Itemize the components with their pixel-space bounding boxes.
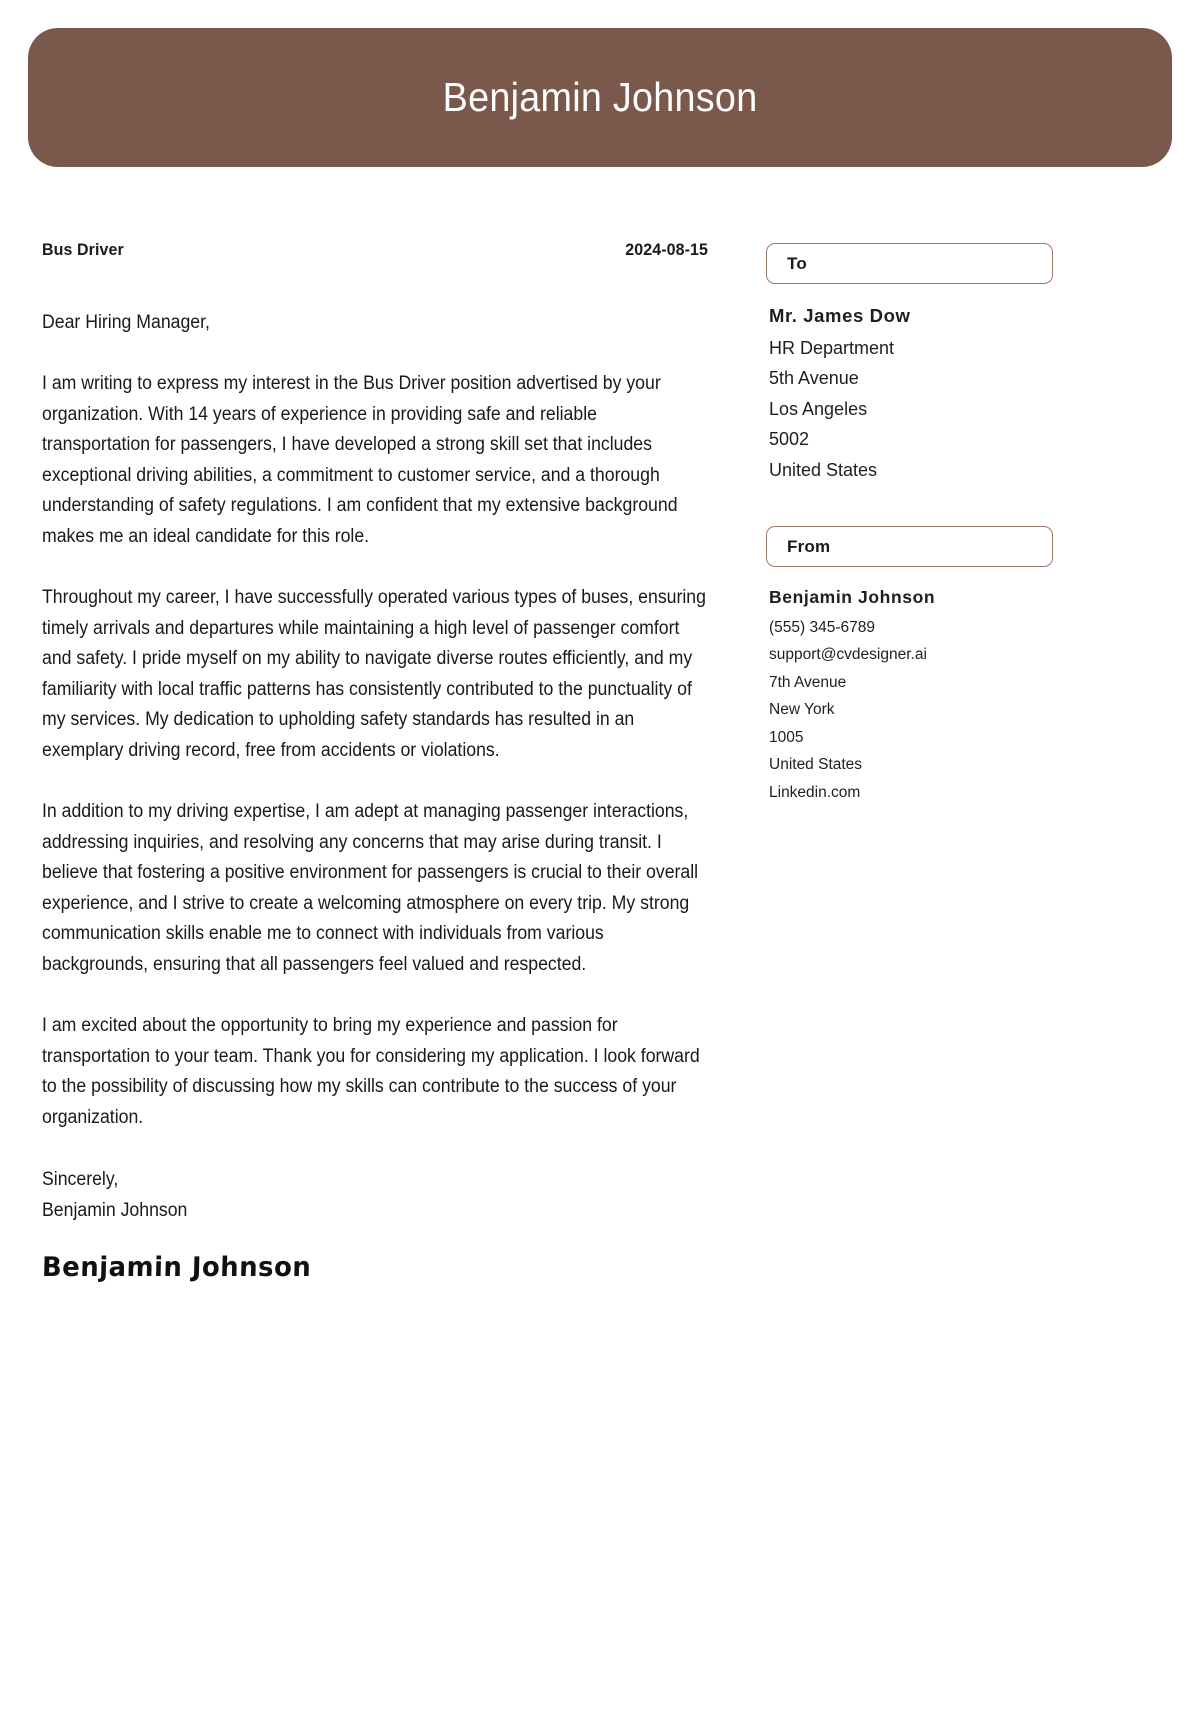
from-phone: (555) 345-6789 — [769, 618, 875, 636]
from-website: Linkedin.com — [769, 783, 861, 801]
from-email: support@cvdesigner.ai — [769, 646, 927, 663]
letter-paragraph: I am writing to express my interest in the Bus Driver position advertised by your organization. With 14 years of experience in providing safe and reliable transportation for passengers, I have developed a strong skill set that includes exceptional driving abilities, a commitment to customer service, and a thorough understanding of safety regulations. I am confident that my extensive background makes me an ideal candidate for this role. — [42, 373, 678, 547]
job-title: Bus Driver — [42, 240, 124, 259]
to-recipient-name: Mr. James Dow — [769, 305, 911, 326]
to-box-label: To — [787, 253, 807, 273]
from-address-line: United States — [769, 756, 863, 773]
letter-paragraph: In addition to my driving expertise, I am adept at managing passenger interactions, addressing inquiries, and resolving any concerns that may arise during transit. I believe that fostering a positive environment for passengers is crucial to their overall experience, and I strive to create a welcoming atmosphere on every trip. My strong communication skills enable me to connect with individuals from various backgrounds, ensuring that all passengers feel valued and respected. — [42, 801, 699, 975]
signature: Benjamin Johnson — [41, 1252, 312, 1283]
from-sender-name: Benjamin Johnson — [769, 587, 936, 607]
to-address-line: United States — [769, 459, 878, 480]
to-address-line: Los Angeles — [769, 398, 868, 419]
from-box — [766, 526, 1053, 567]
to-box — [766, 243, 1053, 284]
from-address-line: 7th Avenue — [769, 673, 847, 691]
salutation: Dear Hiring Manager, — [42, 312, 210, 333]
to-address-line: 5002 — [769, 429, 810, 449]
from-address-line: New York — [769, 701, 835, 718]
page-body — [0, 240, 1200, 1283]
header-banner — [28, 28, 1172, 167]
letter-date: 2024-08-15 — [625, 240, 708, 259]
closing-block — [42, 1164, 708, 1283]
closing-name: Benjamin Johnson — [42, 1200, 188, 1221]
letter-column — [28, 240, 718, 1283]
letter-meta-row — [42, 240, 708, 260]
page-title: Benjamin Johnson — [442, 74, 758, 120]
from-address-lines — [766, 584, 1172, 806]
to-address-line: HR Department — [769, 337, 895, 358]
closing-salutation: Sincerely, — [42, 1169, 119, 1190]
letter-paragraph: I am excited about the opportunity to bring my experience and passion for transportation to your team. Thank you for considering my application. I look forward to the possibility of discussing how my skills can contribute to the success of your organization. — [42, 1015, 700, 1128]
to-address-line: 5th Avenue — [769, 368, 859, 388]
to-address-lines — [766, 301, 1172, 485]
letter-paragraph: Throughout my career, I have successfully operated various types of buses, ensuring timely arrivals and departures while maintaining a high level of passenger comfort and safety. I pride myself on my ability to navigate diverse routes efficiently, and my familiarity with local traffic patterns has consistently contributed to the punctuality of my services. My dedication to upholding safety standards has resulted in an exemplary driving record, free from accidents or violations. — [42, 587, 706, 761]
from-box-label: From — [787, 536, 831, 556]
from-box-wrapper — [766, 526, 1172, 567]
address-sidebar — [718, 240, 1172, 806]
from-address-line: 1005 — [769, 728, 804, 746]
